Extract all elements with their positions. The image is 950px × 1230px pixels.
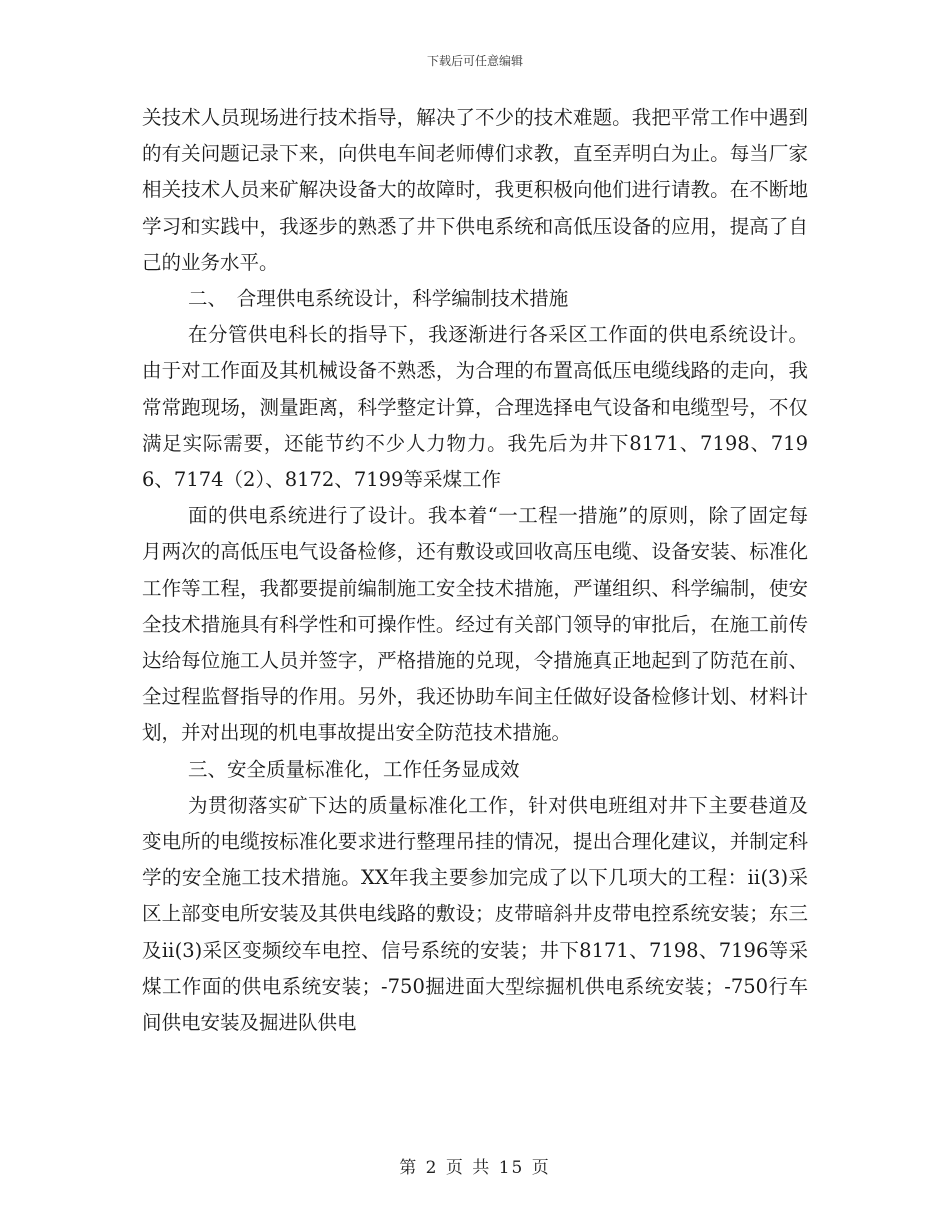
paragraph-power-design: 在分管供电科长的指导下，我逐渐进行各采区工作面的供电系统设计。由于对工作面及其机械设备不熟悉，为合理的布置高低压电缆线路的走向，我常常跑现场，测量距离，科学整定计算，合理选择电气设备和电缆型号，不仅满足实际需要，还能节约不少人力物力。我先后为井下8171、7198、7196、7174（2）、8172、7199等采煤工作 xyxy=(142,323,808,492)
section-heading-3: 三、安全质量标准化，工作任务显成效 xyxy=(188,757,520,781)
paragraph-quality-standard: 为贯彻落实矿下达的质量标准化工作，针对供电班组对井下主要巷道及变电所的电缆按标准化要求进行整理吊挂的情况，提出合理化建议，并制定科学的安全施工技术措施。XX年我主要参加完成了以下几项大的工程：ⅱ(3)采区上部变电所安装及其供电线路的敷设；皮带暗斜井皮带电控系统安装；东三及ⅱ(3)采区变频绞车电控、信号系统的安装；井下8171、7198、7196等采煤工作面的供电系统安装；-750掘进面大型综掘机供电系统安装；-750行车间供电安装及掘进队供电 xyxy=(142,793,808,1035)
section-heading-2: 二、 合理供电系统设计，科学编制技术措施 xyxy=(188,287,569,311)
document-body xyxy=(142,100,808,1041)
paragraph-safety-measures: 面的供电系统进行了设计。我本着“一工程一措施”的原则，除了固定每月两次的高低压电气设备检修，还有敷设或回收高压电缆、设备安装、标准化工作等工程，我都要提前编制施工安全技术措施，严谨组织、科学编制，使安全技术措施具有科学性和可操作性。经过有关部门领导的审批后，在施工前传达给每位施工人员并签字，严格措施的兑现，令措施真正地起到了防范在前、全过程监督指导的作用。另外，我还协助车间主任做好设备检修计划、材料计划，并对出现的机电事故提出安全防范技术措施。 xyxy=(142,504,808,745)
paragraph-continuation: 关技术人员现场进行技术指导，解决了不少的技术难题。我把平常工作中遇到的有关问题记录下来，向供电车间老师傅们求教，直至弄明白为止。每当厂家相关技术人员来矿解决设备大的故障时，我更积极向他们进行请教。在不断地学习和实践中，我逐步的熟悉了井下供电系统和高低压设备的应用，提高了自己的业务水平。 xyxy=(142,106,808,274)
page-header-note: 下载后可任意编辑 xyxy=(426,54,523,68)
page-number: 第 2 页 共 15 页 xyxy=(399,1158,551,1178)
